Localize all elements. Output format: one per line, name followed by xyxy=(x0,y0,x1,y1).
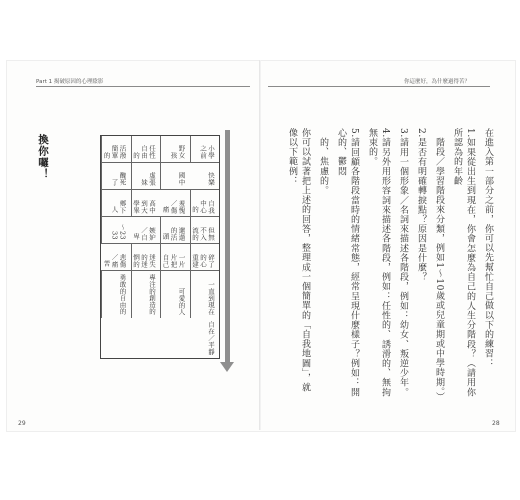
table-cell: 悲傷／痛苦 xyxy=(101,244,131,271)
exercise-line: 3.請用一個形象／名詞來描述各階段，例如：幼女、叛逆少年。 xyxy=(398,128,408,397)
left-header-rule xyxy=(36,86,250,87)
table-cell: 專注的創造的 xyxy=(131,271,161,318)
table-cell: 碎了的心重建 xyxy=(190,244,220,271)
section-heading: 換你囉！ xyxy=(37,134,49,180)
table-cell: 快樂 xyxy=(190,163,220,190)
left-page-number: 29 xyxy=(18,420,26,427)
right-running-head: 你這麼好，為什麼過得苦？ xyxy=(404,79,471,85)
table-cell: 鄉下人 xyxy=(101,190,131,217)
exercise-line: 在進入第一部分之前，你可以先幫忙自己做以下的練習： xyxy=(483,128,493,368)
table-cell: 自我中心的 xyxy=(190,190,220,217)
table-cell: 可愛的人 xyxy=(160,271,190,318)
table-cell: 活潑簡單的 xyxy=(101,136,131,163)
exercise-line: 的、焦慮的。 xyxy=(318,128,328,196)
book-gutter xyxy=(259,60,261,430)
table-cell: 嫉妒／自卑 xyxy=(131,217,161,244)
exercise-line: 階段／學習階段來分類，例如1～10歲或兒童期或中學時期。） xyxy=(434,128,444,402)
exercise-line: 4.請另外用形容詞來描述各階段，例如：任性的、誘滑的、無拘無束的。 xyxy=(367,128,390,397)
table-cell: 任性自由的 xyxy=(131,136,161,163)
exercise-line: 你可以試著把上述的回答，整理成一個簡單的「自我地圖」，就像以下範例： xyxy=(287,128,310,393)
timeline-arrow-shaft xyxy=(225,130,230,365)
table-cell: 自在／平靜 xyxy=(207,321,215,355)
table-cell: 一直到現在 xyxy=(190,271,220,318)
right-page-number: 28 xyxy=(492,420,500,427)
timeline-arrow-head xyxy=(220,362,234,372)
table-cell: 但無不入流的 xyxy=(190,217,220,244)
right-header-rule xyxy=(268,86,490,87)
table-cell: 勇敢的自由的 xyxy=(101,271,131,318)
left-running-head: Part 1 揭破原因的心理陰影 xyxy=(36,79,104,85)
table-cell: 野女孩 xyxy=(160,136,190,163)
self-map-table xyxy=(100,135,220,359)
table-cell: 23～33 xyxy=(101,217,131,244)
table-cell: 迷失的迷惘的 xyxy=(131,244,161,271)
table-cell: 邋遢的活頭 xyxy=(160,217,190,244)
exercise-text xyxy=(262,128,494,402)
table-cell: 小學之前 xyxy=(190,136,220,163)
table-cell: 虛張妹 xyxy=(131,163,161,190)
table-cell: 一片片把自己 xyxy=(160,244,190,271)
table-cell: 醜死了 xyxy=(101,163,131,190)
table-cell: 羞愧／傷痛 xyxy=(160,190,190,217)
exercise-line: 1.如果從出生到現在，你會怎麼為自己的人生分階段？（請用你所認為的年齡 xyxy=(452,128,475,397)
table-cell: 高中到大學畢 xyxy=(131,190,161,217)
table-cell: 國中 xyxy=(160,163,190,190)
exercise-line: 2.是否有明確轉捩點？原因是什麼？ xyxy=(416,128,426,282)
exercise-line: 5.請回顧各階段當時的情緒常態，經常呈現什麼樣子？例如：開心的、鬱悶 xyxy=(336,128,359,397)
